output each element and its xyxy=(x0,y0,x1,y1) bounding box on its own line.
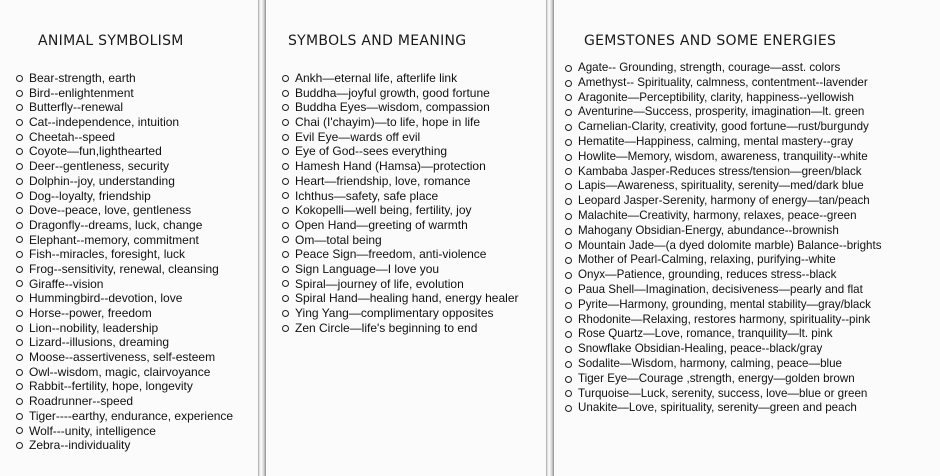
circle-bullet-icon xyxy=(16,236,23,243)
circle-bullet-icon xyxy=(16,383,23,390)
list-item-text: Aragonite—Perceptibility, clarity, happiness--yellowish xyxy=(578,90,855,104)
list-item-text: Tiger Eye—Courage ,strength, energy—golden brown xyxy=(578,371,855,385)
list-item-text: Fish--miracles, foresight, luck xyxy=(29,247,186,262)
list-item-text: Kambaba Jasper-Reduces stress/tension—green/black xyxy=(578,164,862,178)
circle-bullet-icon xyxy=(282,222,289,229)
circle-bullet-icon xyxy=(16,427,23,434)
list-item xyxy=(16,262,233,277)
list-item-text: Elephant--memory, commitment xyxy=(29,232,199,247)
circle-bullet-icon xyxy=(16,207,23,214)
list-item-text: Horse--power, freedom xyxy=(29,306,152,320)
circle-bullet-icon xyxy=(565,302,572,309)
circle-bullet-icon xyxy=(16,442,23,449)
list-item xyxy=(565,105,882,120)
circle-bullet-icon xyxy=(16,295,23,302)
list-item-text: Paua Shell—Imagination, decisiveness—pearly and flat xyxy=(578,282,863,296)
list-item xyxy=(282,291,518,306)
list-item-text: Dragonfly--dreams, luck, change xyxy=(29,217,203,232)
list-item xyxy=(282,218,518,233)
list-item xyxy=(565,224,882,239)
list-item xyxy=(565,91,882,106)
list-item-text: Giraffe--vision xyxy=(29,276,104,291)
list-item xyxy=(282,71,518,86)
circle-bullet-icon xyxy=(565,213,572,220)
circle-bullet-icon xyxy=(16,354,23,361)
list-item-text: Coyote—fun,lighthearted xyxy=(29,144,162,159)
list-item xyxy=(565,239,882,254)
circle-bullet-icon xyxy=(565,331,572,338)
list-item-text: Unakite—Love, spirituality, serenity—green and peach xyxy=(578,401,857,415)
circle-bullet-icon xyxy=(16,192,23,199)
list-item xyxy=(16,350,233,365)
list-item-text: Buddha—joyful growth, good fortune xyxy=(295,85,490,100)
list-item xyxy=(16,291,233,306)
list-item xyxy=(16,86,233,101)
list-item-text: Pyrite—Harmony, grounding, mental stability—gray/black xyxy=(578,297,871,311)
list-item xyxy=(565,342,882,357)
list-item xyxy=(565,372,882,387)
list-item xyxy=(16,71,233,86)
list-item-text: Zebra--individuality xyxy=(29,438,131,453)
list-item-text: Rabbit--fertility, hope, longevity xyxy=(29,379,193,394)
circle-bullet-icon xyxy=(565,183,572,190)
list-item-text: Malachite—Creativity, harmony, relaxes, peace--green xyxy=(578,208,857,222)
list-item xyxy=(565,165,882,180)
column-divider xyxy=(258,0,266,476)
list-item xyxy=(282,262,518,277)
list-item xyxy=(565,76,882,91)
circle-bullet-icon xyxy=(16,178,23,185)
animal-symbolism-column xyxy=(0,0,258,476)
list-item xyxy=(565,209,882,224)
list-item-text: Aventurine—Success, prosperity, imagination—lt. green xyxy=(578,105,865,119)
circle-bullet-icon xyxy=(16,75,23,82)
list-item-text: Sign Language—I love you xyxy=(295,261,440,276)
symbols-and-meaning-column xyxy=(266,0,546,476)
list-item xyxy=(16,409,233,424)
list-item xyxy=(16,189,233,204)
list-item xyxy=(16,115,233,130)
list-item xyxy=(282,189,518,204)
list-item-text: Bird--enlightenment xyxy=(29,85,134,100)
list-item xyxy=(16,203,233,218)
list-item xyxy=(282,277,518,292)
circle-bullet-icon xyxy=(282,104,289,111)
circle-bullet-icon xyxy=(16,119,23,126)
circle-bullet-icon xyxy=(565,124,572,131)
list-item xyxy=(16,306,233,321)
list-item xyxy=(16,335,233,350)
list-item-text: Frog--sensitivity, renewal, cleansing xyxy=(29,261,219,276)
circle-bullet-icon xyxy=(282,134,289,141)
list-item-text: Roadrunner--speed xyxy=(29,394,134,409)
list-item-text: Owl--wisdom, magic, clairvoyance xyxy=(29,364,211,379)
circle-bullet-icon xyxy=(565,168,572,175)
circle-bullet-icon xyxy=(282,295,289,302)
list-item-text: Dove--peace, love, gentleness xyxy=(29,203,192,218)
list-item xyxy=(565,357,882,372)
circle-bullet-icon xyxy=(282,90,289,97)
circle-bullet-icon xyxy=(282,119,289,126)
list-item-text: Lion--nobility, leadership xyxy=(29,320,159,335)
list-item-text: Bear-strength, earth xyxy=(29,71,136,85)
list-item-text: Cat--independence, intuition xyxy=(29,115,180,130)
list-item-text: Moose--assertiveness, self-esteem xyxy=(29,350,216,365)
list-item-text: Lizard--illusions, dreaming xyxy=(29,335,170,350)
list-item-text: Spiral—journey of life, evolution xyxy=(295,276,464,291)
list-item xyxy=(16,424,233,439)
list-item xyxy=(282,144,518,159)
list-item-text: Amethyst-- Spirituality, calmness, contentment--lavender xyxy=(578,75,868,89)
list-item-text: Ankh—eternal life, afterlife link xyxy=(295,71,458,85)
list-item-text: Hematite—Happiness, calming, mental mastery--gray xyxy=(578,134,854,148)
circle-bullet-icon xyxy=(16,266,23,273)
list-item xyxy=(565,298,882,313)
circle-bullet-icon xyxy=(565,94,572,101)
circle-bullet-icon xyxy=(565,361,572,368)
list-item xyxy=(565,253,882,268)
list-item xyxy=(282,247,518,262)
circle-bullet-icon xyxy=(282,310,289,317)
list-item-text: Turquoise—Luck, serenity, success, love—blue or green xyxy=(578,386,868,400)
animal-symbolism-list xyxy=(16,71,233,453)
list-item-text: Cheetah--speed xyxy=(29,129,116,144)
circle-bullet-icon xyxy=(565,139,572,146)
list-item xyxy=(565,387,882,402)
list-item-text: Lapis—Awareness, spirituality, serenity—med/dark blue xyxy=(578,179,864,193)
list-item xyxy=(282,159,518,174)
list-item xyxy=(16,321,233,336)
list-item xyxy=(282,115,518,130)
list-item-text: Kokopelli—well being, fertility, joy xyxy=(295,203,472,218)
list-item xyxy=(16,130,233,145)
list-item-text: Snowflake Obsidian-Healing, peace--black/gray xyxy=(578,342,823,356)
list-item-text: Agate-- Grounding, strength, courage—asst. colors xyxy=(578,61,841,74)
list-item-text: Open Hand—greeting of warmth xyxy=(295,217,468,232)
list-item-text: Mahogany Obsidian-Energy, abundance--brownish xyxy=(578,223,839,237)
circle-bullet-icon xyxy=(16,325,23,332)
circle-bullet-icon xyxy=(565,287,572,294)
circle-bullet-icon xyxy=(16,251,23,258)
list-item-text: Buddha Eyes—wisdom, compassion xyxy=(295,100,490,115)
circle-bullet-icon xyxy=(282,266,289,273)
circle-bullet-icon xyxy=(16,310,23,317)
circle-bullet-icon xyxy=(16,280,23,287)
circle-bullet-icon xyxy=(282,251,289,258)
symbols-and-meaning-list xyxy=(282,71,518,335)
circle-bullet-icon xyxy=(565,109,572,116)
list-item xyxy=(565,194,882,209)
list-item-text: Heart—friendship, love, romance xyxy=(295,173,471,188)
list-item xyxy=(16,159,233,174)
circle-bullet-icon xyxy=(565,405,572,412)
circle-bullet-icon xyxy=(16,104,23,111)
list-item xyxy=(282,100,518,115)
list-item-text: Hummingbird--devotion, love xyxy=(29,291,183,306)
circle-bullet-icon xyxy=(16,398,23,405)
list-item xyxy=(565,401,882,416)
list-item xyxy=(565,327,882,342)
list-item xyxy=(282,306,518,321)
circle-bullet-icon xyxy=(565,80,572,87)
list-item-text: Eye of God--sees everything xyxy=(295,144,448,159)
circle-bullet-icon xyxy=(16,148,23,155)
circle-bullet-icon xyxy=(565,346,572,353)
circle-bullet-icon xyxy=(282,178,289,185)
list-item-text: Rhodonite—Relaxing, restores harmony, spirituality--pink xyxy=(578,312,871,326)
list-item xyxy=(16,247,233,262)
list-item xyxy=(282,130,518,145)
circle-bullet-icon xyxy=(565,228,572,235)
list-item-text: Ying Yang—complimentary opposites xyxy=(295,306,494,320)
circle-bullet-icon xyxy=(565,242,572,249)
circle-bullet-icon xyxy=(16,413,23,420)
column-divider xyxy=(546,0,554,476)
gemstones-column xyxy=(555,0,940,476)
list-item-text: Dolphin--joy, understanding xyxy=(29,173,175,188)
list-item xyxy=(565,150,882,165)
list-item xyxy=(282,233,518,248)
circle-bullet-icon xyxy=(16,163,23,170)
list-item-text: Onyx—Patience, grounding, reduces stress--black xyxy=(578,268,837,282)
list-item-text: Peace Sign—freedom, anti-violence xyxy=(295,247,487,262)
list-item xyxy=(565,135,882,150)
circle-bullet-icon xyxy=(565,65,572,72)
circle-bullet-icon xyxy=(565,316,572,323)
list-item-text: Butterfly--renewal xyxy=(29,100,124,115)
list-item-text: Howlite—Memory, wisdom, awareness, tranquility--white xyxy=(578,149,868,163)
list-item-text: Chai (I'chayim)—to life, hope in life xyxy=(295,115,481,130)
list-item-text: Evil Eye—wards off evil xyxy=(295,129,421,144)
circle-bullet-icon xyxy=(16,90,23,97)
circle-bullet-icon xyxy=(565,376,572,383)
list-item-text: Carnelian-Clarity, creativity, good fortune—rust/burgundy xyxy=(578,120,869,134)
circle-bullet-icon xyxy=(282,148,289,155)
gemstones-list xyxy=(565,61,882,416)
circle-bullet-icon xyxy=(565,154,572,161)
list-item-text: Hamesh Hand (Hamsa)—protection xyxy=(295,159,486,174)
circle-bullet-icon xyxy=(565,272,572,279)
circle-bullet-icon xyxy=(16,339,23,346)
list-item xyxy=(16,394,233,409)
gemstones-heading: GEMSTONES AND SOME ENERGIES xyxy=(584,33,837,49)
circle-bullet-icon xyxy=(282,325,289,332)
circle-bullet-icon xyxy=(282,75,289,82)
circle-bullet-icon xyxy=(565,390,572,397)
list-item-text: Leopard Jasper-Serenity, harmony of energy—tan/peach xyxy=(578,194,870,208)
list-item-text: Tiger----earthy, endurance, experience xyxy=(29,408,234,423)
symbols-and-meaning-heading: SYMBOLS AND MEANING xyxy=(288,33,467,49)
circle-bullet-icon xyxy=(282,163,289,170)
circle-bullet-icon xyxy=(282,236,289,243)
list-item-text: Ichthus—safety, safe place xyxy=(295,188,439,203)
circle-bullet-icon xyxy=(16,369,23,376)
list-item xyxy=(16,233,233,248)
list-item xyxy=(16,365,233,380)
list-item-text: Dog--loyalty, friendship xyxy=(29,188,151,203)
circle-bullet-icon xyxy=(16,134,23,141)
list-item xyxy=(565,313,882,328)
circle-bullet-icon xyxy=(565,198,572,205)
list-item xyxy=(282,174,518,189)
list-item xyxy=(16,379,233,394)
list-item xyxy=(16,174,233,189)
list-item-text: Wolf---unity, intelligence xyxy=(29,423,156,438)
list-item-text: Deer--gentleness, security xyxy=(29,159,170,174)
list-item xyxy=(16,438,233,453)
circle-bullet-icon xyxy=(282,207,289,214)
list-item-text: Mother of Pearl-Calming, relaxing, purifying--white xyxy=(578,253,836,267)
list-item xyxy=(565,61,882,76)
circle-bullet-icon xyxy=(565,257,572,264)
list-item xyxy=(16,218,233,233)
list-item xyxy=(16,100,233,115)
list-item-text: Zen Circle—life's beginning to end xyxy=(295,320,478,335)
list-item xyxy=(565,179,882,194)
circle-bullet-icon xyxy=(282,280,289,287)
list-item-text: Om—total being xyxy=(295,232,382,247)
list-item xyxy=(282,86,518,101)
list-item xyxy=(565,268,882,283)
list-item xyxy=(565,283,882,298)
list-item xyxy=(282,203,518,218)
list-item-text: Sodalite—Wisdom, harmony, calming, peace—blue xyxy=(578,356,842,370)
list-item xyxy=(565,120,882,135)
circle-bullet-icon xyxy=(16,222,23,229)
circle-bullet-icon xyxy=(282,192,289,199)
list-item xyxy=(16,277,233,292)
list-item-text: Mountain Jade—(a dyed dolomite marble) Balance--brights xyxy=(578,238,882,252)
animal-symbolism-heading: ANIMAL SYMBOLISM xyxy=(38,33,184,49)
list-item xyxy=(282,321,518,336)
list-item xyxy=(16,144,233,159)
list-item-text: Rose Quartz—Love, romance, tranquility—lt. pink xyxy=(578,327,833,341)
list-item-text: Spiral Hand—healing hand, energy healer xyxy=(295,291,519,306)
